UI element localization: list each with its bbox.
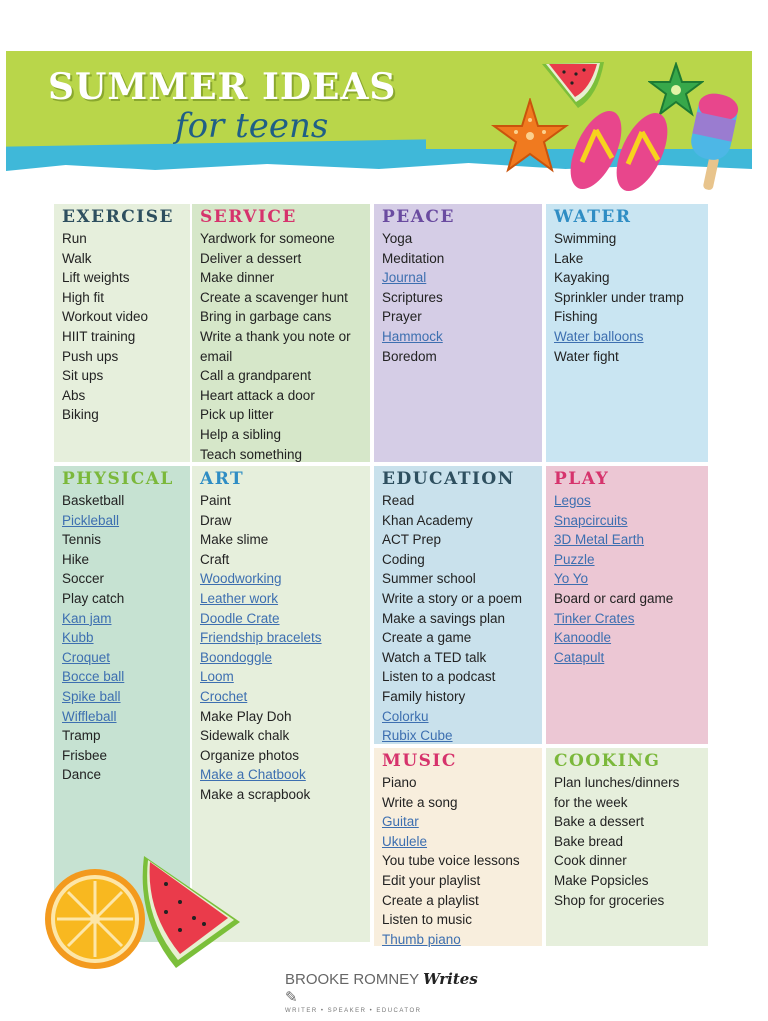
section-education [374, 466, 542, 744]
list-item: Prayer [382, 309, 422, 325]
list-item: Make a scrapbook [200, 786, 311, 802]
brand-script: Writes [423, 970, 478, 988]
section-music [374, 748, 542, 946]
list-item: Meditation [382, 250, 445, 266]
list-item[interactable]: Legos [554, 493, 591, 508]
list-item[interactable]: Catapult [554, 649, 605, 665]
list-item: Frisbee [62, 747, 108, 763]
list-item: Piano [382, 775, 417, 790]
list-item[interactable]: Puzzle [554, 551, 595, 567]
section-title: EDUCATION [382, 469, 515, 489]
list-item: Boredom [382, 348, 437, 364]
list-item[interactable]: Leather work [200, 590, 279, 606]
list-item: Tramp [62, 728, 101, 744]
list-item: Lift weights [62, 270, 130, 286]
list-item[interactable]: Woodworking [200, 571, 282, 587]
list-item: Make Popsicles [554, 872, 649, 888]
list-item: Bake a dessert [554, 814, 645, 830]
list-item: HIIT training [62, 328, 136, 344]
list-item: You tube voice lessons [382, 853, 520, 869]
list-item: Watch a TED talk [382, 649, 487, 665]
list-item: Lake [554, 250, 584, 266]
list-item: Hike [62, 551, 90, 567]
section-service [192, 204, 370, 462]
list-item: Dance [62, 767, 102, 783]
list-item: Edit your playlist [382, 872, 481, 888]
list-item: Coding [382, 551, 425, 567]
list-item[interactable]: Bocce ball [62, 669, 125, 685]
list-item[interactable]: Hammock [382, 328, 443, 344]
list-item[interactable]: Water balloons [554, 328, 644, 344]
list-item[interactable]: Friendship bracelets [200, 630, 322, 646]
list-item: Call a grandparent [200, 368, 312, 384]
list-item[interactable]: 3D Metal Earth [554, 532, 645, 548]
list-item: Shop for groceries [554, 892, 665, 908]
list-item: Plan lunches/dinners [554, 775, 680, 790]
watermelon-slice-icon [136, 850, 244, 974]
flip-flops-icon [562, 100, 682, 196]
section-cooking [546, 748, 708, 946]
list-item[interactable]: Journal [382, 270, 427, 286]
list-item: Create a game [382, 630, 472, 646]
list-item: Bring in garbage cans [200, 309, 332, 325]
list-item: Make dinner [200, 270, 275, 286]
list-item: Create a playlist [382, 892, 479, 908]
list-item: Write a song [382, 794, 458, 810]
list-item: Write a thank you note or [200, 328, 351, 344]
list-item[interactable]: Tinker Crates [554, 610, 635, 626]
list-item: Deliver a dessert [200, 250, 302, 266]
list-item[interactable]: Wiffleball [62, 708, 117, 724]
list-item: Sit ups [62, 368, 104, 384]
list-item: Yoga [382, 231, 413, 246]
list-item: Abs [62, 387, 86, 403]
list-item: Pick up litter [200, 407, 274, 423]
list-item[interactable]: Ukulele [382, 833, 428, 849]
list-item: Sidewalk chalk [200, 728, 290, 744]
list-item: Craft [200, 551, 230, 567]
list-item[interactable]: Pickleball [62, 512, 120, 528]
list-item: Create a scavenger hunt [200, 289, 348, 305]
section-title: PEACE [382, 207, 455, 227]
orange-slice-icon [42, 866, 148, 972]
section-title: MUSIC [382, 751, 457, 771]
list-item: Swimming [554, 231, 617, 246]
list-item: Read [382, 493, 415, 508]
brand-tagline: WRITER • SPEAKER • EDUCATOR [285, 1008, 422, 1014]
list-item: Paint [200, 493, 231, 508]
list-item: Draw [200, 512, 232, 528]
list-item[interactable]: Kan jam [62, 610, 112, 626]
list-item[interactable]: Spike ball [62, 688, 121, 704]
section-exercise [54, 204, 190, 462]
page-title: SUMMER IDEAS [48, 66, 397, 108]
list-item[interactable]: Rubix Cube [382, 728, 453, 744]
list-item: Make slime [200, 532, 269, 548]
list-item: Biking [62, 407, 99, 423]
section-title: COOKING [554, 751, 661, 771]
list-item[interactable]: Crochet [200, 688, 248, 704]
section-title: WATER [554, 207, 632, 227]
section-title: EXERCISE [62, 207, 174, 227]
list-item[interactable]: Yo Yo [554, 571, 589, 587]
list-item: Heart attack a door [200, 387, 315, 403]
list-item[interactable]: Snapcircuits [554, 512, 628, 528]
list-item: Scriptures [382, 289, 443, 305]
orange-starfish-icon [490, 98, 570, 176]
list-item: Run [62, 231, 87, 246]
list-item: Write a story or a poem [382, 590, 523, 606]
list-item[interactable]: Kubb [62, 630, 94, 646]
pencil-icon: ✎ [285, 989, 298, 1006]
list-item: Board or card game [554, 590, 674, 606]
list-item: Khan Academy [382, 512, 473, 528]
list-item: Family history [382, 688, 466, 704]
list-item: Bake bread [554, 833, 624, 849]
list-item[interactable]: Colorku [382, 708, 429, 724]
list-item[interactable]: Guitar [382, 814, 419, 830]
list-item[interactable]: Loom [200, 669, 234, 685]
list-item: Summer school [382, 571, 476, 587]
section-title: PHYSICAL [62, 469, 174, 489]
list-item: for the week [554, 794, 628, 810]
list-item: Listen to a podcast [382, 669, 496, 685]
list-item[interactable]: Croquet [62, 649, 111, 665]
list-item: Basketball [62, 493, 125, 508]
footer-logo [285, 970, 485, 1014]
list-item: Walk [62, 250, 92, 266]
list-item: High fit [62, 289, 105, 305]
section-water [546, 204, 708, 462]
list-item: Sprinkler under tramp [554, 289, 684, 305]
list-item: Water fight [554, 348, 619, 364]
section-play [546, 466, 708, 744]
section-title: SERVICE [200, 207, 297, 227]
list-item: email [200, 348, 233, 364]
list-item[interactable]: Thumb piano [382, 931, 461, 947]
list-item: Cook dinner [554, 853, 627, 869]
list-item: Soccer [62, 571, 105, 587]
list-item: Play catch [62, 590, 125, 606]
section-peace [374, 204, 542, 462]
page-subtitle: for teens [175, 106, 329, 146]
list-item: Yardwork for someone [200, 231, 335, 246]
list-item[interactable]: Make a Chatbook [200, 767, 306, 783]
section-title: PLAY [554, 469, 610, 489]
section-title: ART [200, 469, 245, 489]
list-item[interactable]: Kanoodle [554, 630, 612, 646]
list-item[interactable]: Boondoggle [200, 649, 273, 665]
brand-name: BROOKE ROMNEY [285, 971, 419, 988]
list-item: Workout video [62, 309, 149, 325]
list-item[interactable]: Doodle Crate [200, 610, 280, 626]
list-item: Kayaking [554, 270, 610, 286]
list-item: Make Play Doh [200, 708, 292, 724]
popsicle-icon [684, 88, 746, 196]
list-item: Fishing [554, 309, 598, 325]
list-item: Organize photos [200, 747, 300, 763]
list-item: Teach something [200, 446, 303, 462]
list-item: ACT Prep [382, 532, 442, 548]
list-item: Push ups [62, 348, 119, 364]
list-item: Make a savings plan [382, 610, 506, 626]
list-item: Tennis [62, 532, 102, 548]
list-item: Help a sibling [200, 426, 282, 442]
list-item: Listen to music [382, 912, 473, 928]
